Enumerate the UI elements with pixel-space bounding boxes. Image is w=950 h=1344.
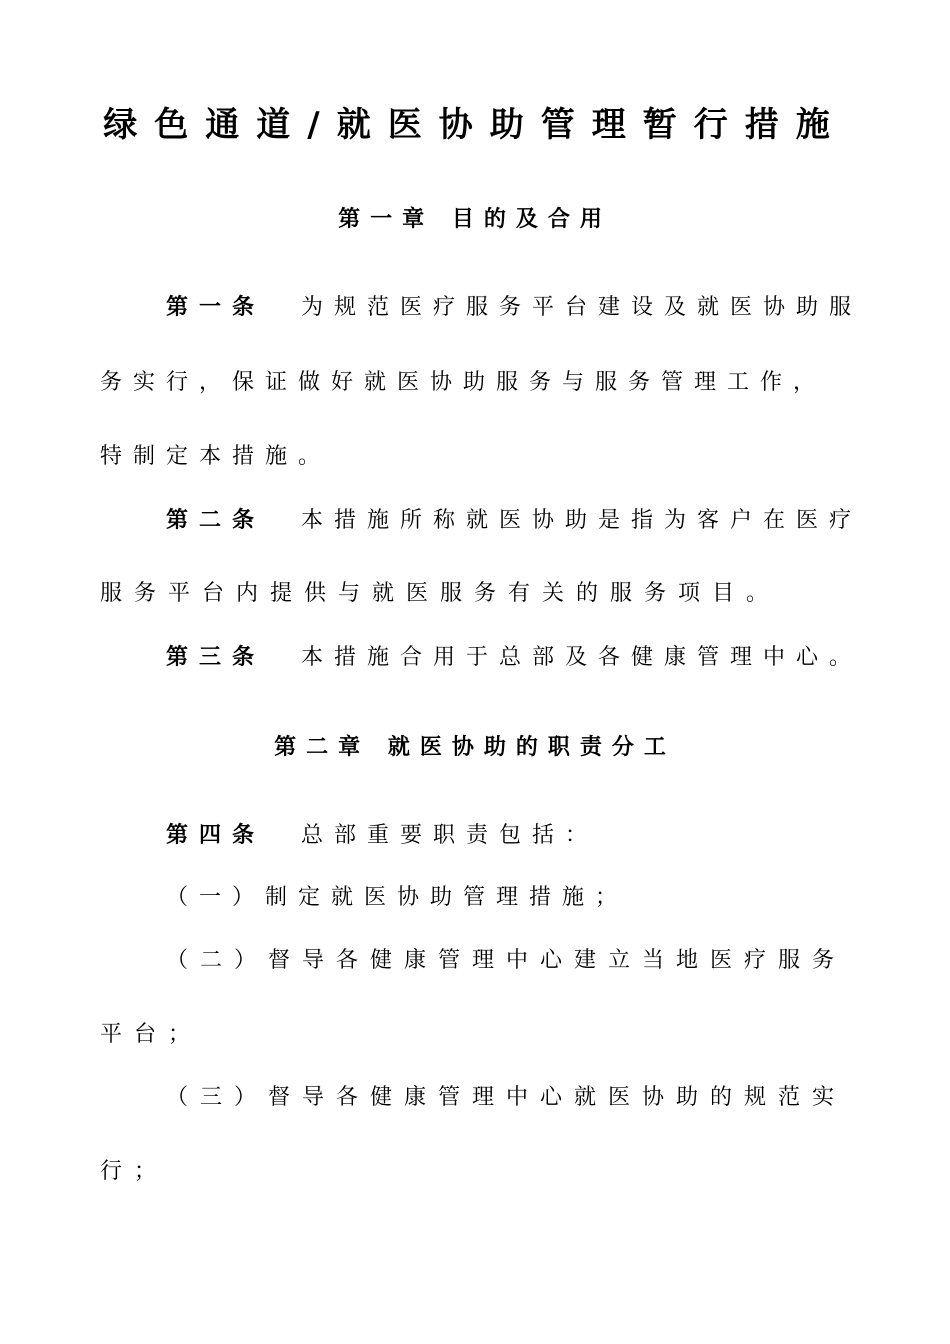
article-3-line-1 xyxy=(166,640,862,675)
item-3-line-1: （三）督导各健康管理中心就医协助的规范实 xyxy=(166,1085,847,1110)
chapter-2-heading: 第二章 就医协助的职责分工 xyxy=(274,734,676,760)
chapter-1-heading: 第一章 目的及合用 xyxy=(338,206,612,232)
article-4-text-1: 总部重要职责包括： xyxy=(301,823,599,848)
article-2-text-1: 本措施所称就医协助是指为客户在医疗 xyxy=(301,508,863,533)
article-3-label: 第三条 xyxy=(166,644,266,670)
article-1-line-2: 务实行，保证做好就医协助服务与服务管理工作， xyxy=(100,370,827,395)
article-1-text-1: 为规范医疗服务平台建设及就医协助服 xyxy=(301,295,863,320)
article-2-label: 第二条 xyxy=(166,507,266,533)
document-title: 绿色通道/就医协助管理暂行措施 xyxy=(103,105,847,145)
article-1-line-3: 特制定本措施。 xyxy=(100,444,332,469)
article-4-line-1 xyxy=(166,818,598,853)
item-2-line-2: 平台； xyxy=(100,1022,203,1047)
item-2-line-1: （二）督导各健康管理中心建立当地医疗服务 xyxy=(166,948,847,973)
article-4-label: 第四条 xyxy=(166,822,266,848)
article-1-label: 第一条 xyxy=(166,294,266,320)
article-3-text-1: 本措施合用于总部及各健康管理中心。 xyxy=(301,645,863,670)
article-2-line-2: 服务平台内提供与就医服务有关的服务项目。 xyxy=(100,581,781,606)
article-2-line-1 xyxy=(166,503,862,538)
item-1-line-1: （一）制定就医协助管理措施； xyxy=(166,885,629,910)
article-1-line-1 xyxy=(166,290,862,325)
item-3-line-2: 行； xyxy=(100,1159,169,1184)
